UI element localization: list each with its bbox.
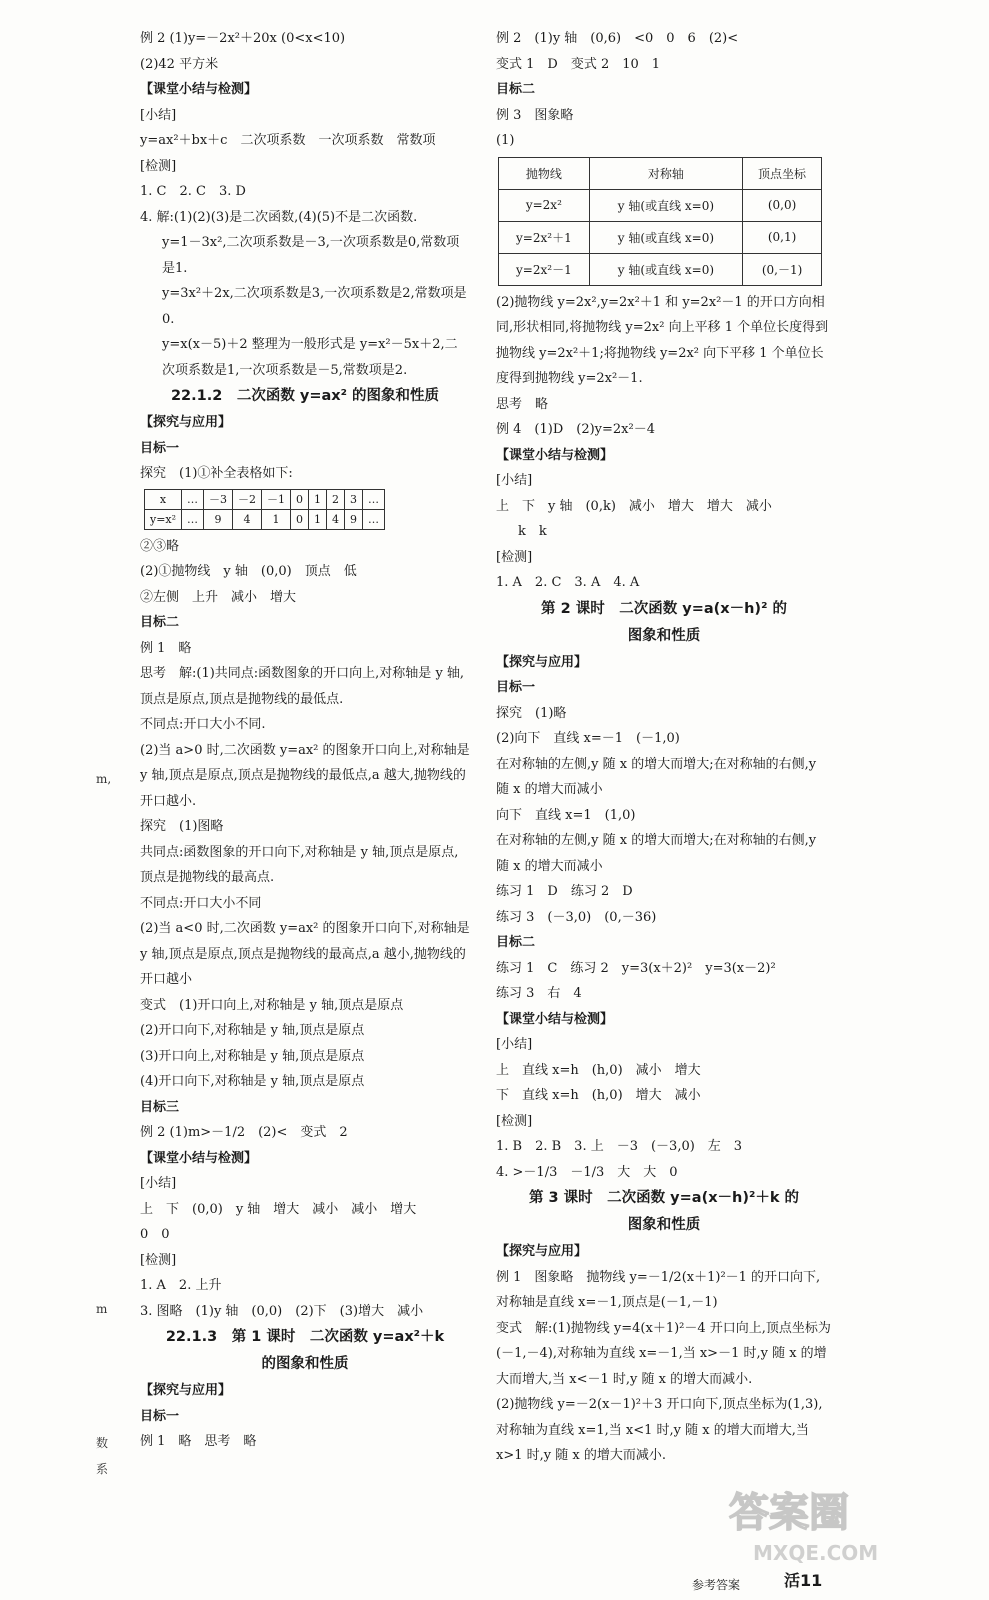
table-cell: … — [363, 509, 385, 529]
edge-mark: m — [96, 1302, 108, 1316]
section-heading: 22.1.3 第 1 课时 二次函数 y=ax²＋k — [165, 1329, 445, 1345]
text-line: 例 2 (1)y=－2x²＋20x (0<x<10) — [140, 31, 346, 46]
text-line: 上 直线 x=h (h,0) 减小 增大 — [496, 1062, 701, 1078]
text-line: 例 1 略 — [140, 640, 192, 656]
text-line: 上 下 y 轴 (0,k) 减小 增大 增大 减小 — [496, 498, 772, 514]
table-cell: 对称轴 — [589, 157, 742, 189]
table-cell: (0,0) — [743, 189, 822, 221]
table-cell: y=x² — [145, 509, 182, 529]
text-line: [检测] — [140, 1252, 177, 1268]
text-line: 不同点:开口大小不同 — [140, 895, 262, 911]
text-line: (2)抛物线 y=－2(x－1)²＋3 开口向下,顶点坐标为(1,3),对称轴为直线 x=1,当 x<1 时,y 随 x 的增大而增大,当 x>1 时,y 随 x 的增大而减小. — [496, 1397, 823, 1463]
table-cell: 4 — [233, 509, 262, 529]
table-cell: 1 — [309, 509, 327, 529]
subsection-label: 【探究与应用】 — [140, 415, 232, 430]
text-line: (2)①抛物线 y 轴 (0,0) 顶点 低 — [140, 564, 357, 579]
edge-mark: 系 — [96, 1462, 109, 1476]
text-line: 练习 3 右 4 — [496, 986, 582, 1001]
section-heading: 第 3 课时 二次函数 y=a(x－h)²＋k 的 — [528, 1190, 800, 1206]
text-line: 练习 3 (－3,0) (0,－36) — [496, 909, 657, 925]
edge-mark: m, — [96, 772, 112, 786]
subsection-label: 【课堂小结与检测】 — [496, 447, 614, 463]
table-cell: 顶点坐标 — [743, 157, 822, 189]
text-line: 1. A 2. C 3. A 4. A — [496, 575, 640, 590]
text-line: ②左侧 上升 减小 增大 — [140, 589, 297, 605]
text-line: 1. B 2. B 3. 上 －3 (－3,0) 左 3 — [496, 1139, 743, 1154]
text-line: 1. A 2. 上升 — [140, 1278, 222, 1293]
table-cell: … — [363, 489, 385, 509]
text-line: 4. 解:(1)(2)(3)是二次函数,(4)(5)不是二次函数. — [140, 209, 418, 225]
text-line: 变式 解:(1)抛物线 y=4(x＋1)²－4 开口向上,顶点坐标为(－1,－4),对称轴为直线 x=－1,当 x>－1 时,y 随 x 的增大而增大,当 x<－1 时,y 随 x 的增大而减小. — [496, 1320, 831, 1387]
text-line: 下 直线 x=h (h,0) 增大 减小 — [496, 1088, 701, 1103]
table-row — [145, 509, 385, 529]
text-line: 思考 略 — [496, 396, 549, 412]
subsection-label: 【课堂小结与检测】 — [496, 1011, 614, 1027]
text-line: 共同点:函数图象的开口向下,对称轴是 y 轴,顶点是原点,顶点是抛物线的最高点. — [140, 844, 459, 885]
table-cell: 2 — [327, 489, 345, 509]
subsection-label: 目标二 — [496, 935, 536, 950]
table-cell: y=2x²－1 — [499, 253, 590, 285]
subsection-label: 【课堂小结与检测】 — [140, 82, 258, 97]
subsection-label: 目标二 — [496, 82, 536, 97]
watermark-logo — [725, 1478, 905, 1568]
edge-mark: 数 — [96, 1436, 109, 1450]
text-line: [小结] — [140, 1176, 177, 1191]
text-line: 变式 (1)开口向上,对称轴是 y 轴,顶点是原点 — [140, 997, 404, 1013]
text-line: 探究 (1)略 — [496, 705, 567, 721]
text-line: 上 下 (0,0) y 轴 增大 减小 减小 增大 — [140, 1201, 417, 1217]
subsection-label: 【探究与应用】 — [496, 1244, 588, 1259]
text-line: 思考 解:(1)共同点:函数图象的开口向上,对称轴是 y 轴,顶点是原点,顶点是抛物线的最低点. — [140, 666, 465, 707]
text-line: (1) — [496, 133, 515, 148]
table-cell: … — [182, 509, 204, 529]
text-line: y=x(x－5)＋2 整理为一般形式是 y=x²－5x＋2,二次项系数是1,一次项系数是－5,常数项是2. — [162, 337, 458, 378]
text-line: (4)开口向下,对称轴是 y 轴,顶点是原点 — [140, 1074, 365, 1089]
watermark-line2: MXQE.COM — [753, 1541, 879, 1565]
text-line: (2)当 a>0 时,二次函数 y=ax² 的图象开口向上,对称轴是 y 轴,顶点是原点,顶点是抛物线的最低点,a 越大,抛物线的开口越小. — [140, 742, 470, 809]
table-cell: 抛物线 — [499, 157, 590, 189]
table-cell: 1 — [309, 489, 327, 509]
table-cell: 1 — [262, 509, 291, 529]
footer-label: 参考答案 — [692, 1578, 741, 1592]
subsection-label: 目标一 — [496, 680, 536, 695]
text-line: 在对称轴的左侧,y 随 x 的增大而增大;在对称轴的右侧,y 随 x 的增大而减小 — [496, 833, 817, 874]
text-line: y=3x²＋2x,二次项系数是3,一次项系数是2,常数项是0. — [162, 286, 467, 327]
text-line: y=ax²＋bx＋c 二次项系数 一次项系数 常数项 — [140, 133, 436, 148]
text-line: 例 2 (1)y 轴 (0,6) <0 0 6 (2)< — [496, 31, 739, 46]
subsection-label: 【探究与应用】 — [496, 654, 588, 670]
subsection-label: 目标二 — [140, 615, 180, 630]
table-cell: 9 — [345, 509, 363, 529]
watermark-line1: 答案圈 — [729, 1490, 849, 1536]
text-line: 4. >－1/3 －1/3 大 大 0 — [496, 1164, 678, 1180]
text-line: y=1－3x²,二次项系数是－3,一次项系数是0,常数项是1. — [162, 235, 460, 276]
text-line: 练习 1 C 练习 2 y=3(x＋2)² y=3(x－2)² — [496, 960, 776, 976]
right-column — [496, 26, 832, 1469]
table-row — [499, 221, 822, 253]
table-cell: 9 — [204, 509, 233, 529]
table-row — [499, 157, 822, 189]
text-line: (2)抛物线 y=2x²,y=2x²＋1 和 y=2x²－1 的开口方向相同,形状相同,将抛物线 y=2x² 向上平移 1 个单位长度得到抛物线 y=2x²＋1;将抛物线 y=2x² 向下平移 1 个单位长度得到抛物线 y=2x²－1. — [496, 294, 829, 386]
table-cell: y 轴(或直线 x=0) — [589, 253, 742, 285]
left-column — [140, 26, 470, 1455]
table-cell: y=2x²＋1 — [499, 221, 590, 253]
text-line: 3. 图略 (1)y 轴 (0,0) (2)下 (3)增大 减小 — [140, 1303, 424, 1319]
text-line: [检测] — [496, 549, 533, 565]
table-cell: 0 — [291, 509, 309, 529]
table-cell: －2 — [233, 489, 262, 509]
section-heading: 的图象和性质 — [261, 1356, 349, 1372]
table-cell: y 轴(或直线 x=0) — [589, 221, 742, 253]
table-cell: 0 — [291, 489, 309, 509]
text-line: 例 4 (1)D (2)y=2x²－4 — [496, 422, 655, 437]
section-heading: 图象和性质 — [627, 627, 701, 644]
table-cell: －3 — [204, 489, 233, 509]
table-cell: (0,1) — [743, 221, 822, 253]
table-cell: x — [145, 489, 182, 509]
subsection-label: 【课堂小结与检测】 — [140, 1150, 258, 1166]
text-line: 探究 (1)图略 — [140, 819, 224, 834]
subsection-label: 目标一 — [140, 440, 180, 456]
text-line: 例 1 图象略 抛物线 y=－1/2(x＋1)²－1 的开口向下,对称轴是直线 x=－1,顶点是(－1,－1) — [496, 1269, 821, 1310]
table-cell: … — [182, 489, 204, 509]
text-line: 例 3 图象略 — [496, 107, 574, 123]
text-line: 1. C 2. C 3. D — [140, 184, 246, 199]
table-row — [499, 189, 822, 221]
table-cell: 4 — [327, 509, 345, 529]
text-line: 不同点:开口大小不同. — [140, 717, 266, 732]
table-row — [145, 489, 385, 509]
table-row — [499, 253, 822, 285]
text-line: [小结] — [140, 107, 177, 123]
value-table — [144, 489, 385, 530]
text-line: (3)开口向上,对称轴是 y 轴,顶点是原点 — [140, 1048, 365, 1064]
text-line: 0 0 — [140, 1227, 170, 1242]
table-cell: y=2x² — [499, 189, 590, 221]
parabola-table — [498, 157, 822, 286]
section-heading: 图象和性质 — [627, 1217, 701, 1233]
text-line: [小结] — [496, 1037, 533, 1052]
table-cell: (0,－1) — [743, 253, 822, 285]
table-cell: －1 — [262, 489, 291, 509]
section-heading: 22.1.2 二次函数 y=ax² 的图象和性质 — [170, 388, 440, 404]
text-line: ②③略 — [140, 538, 180, 554]
subsection-label: 【探究与应用】 — [140, 1383, 232, 1398]
text-line: 变式 1 D 变式 2 10 1 — [496, 56, 661, 72]
section-heading: 第 2 课时 二次函数 y=a(x－h)² 的 — [541, 600, 787, 617]
text-line: (2)开口向下,对称轴是 y 轴,顶点是原点 — [140, 1023, 365, 1038]
text-line: (2)当 a<0 时,二次函数 y=ax² 的图象开口向下,对称轴是 y 轴,顶点是原点,顶点是抛物线的最高点,a 越小,抛物线的开口越小 — [140, 921, 470, 987]
page-number: 活11 — [784, 1571, 823, 1590]
text-line: (2)42 平方米 — [140, 56, 219, 72]
text-line: k k — [518, 524, 547, 539]
text-line: [检测] — [140, 158, 177, 174]
text-line: 练习 1 D 练习 2 D — [496, 884, 633, 899]
text-line: [小结] — [496, 473, 533, 488]
text-line: 探究 (1)①补全表格如下: — [140, 466, 293, 481]
table-cell: 3 — [345, 489, 363, 509]
subsection-label: 目标三 — [140, 1099, 180, 1115]
text-line: 向下 直线 x=1 (1,0) — [496, 807, 636, 823]
text-line: 例 1 略 思考 略 — [140, 1434, 257, 1449]
text-line: (2)向下 直线 x=－1 (－1,0) — [496, 731, 680, 746]
text-line: 例 2 (1)m>－1/2 (2)< 变式 2 — [140, 1125, 348, 1140]
subsection-label: 目标一 — [140, 1408, 180, 1424]
text-line: 在对称轴的左侧,y 随 x 的增大而增大;在对称轴的右侧,y 随 x 的增大而减小 — [496, 756, 817, 797]
table-cell: y 轴(或直线 x=0) — [589, 189, 742, 221]
text-line: [检测] — [496, 1113, 533, 1129]
